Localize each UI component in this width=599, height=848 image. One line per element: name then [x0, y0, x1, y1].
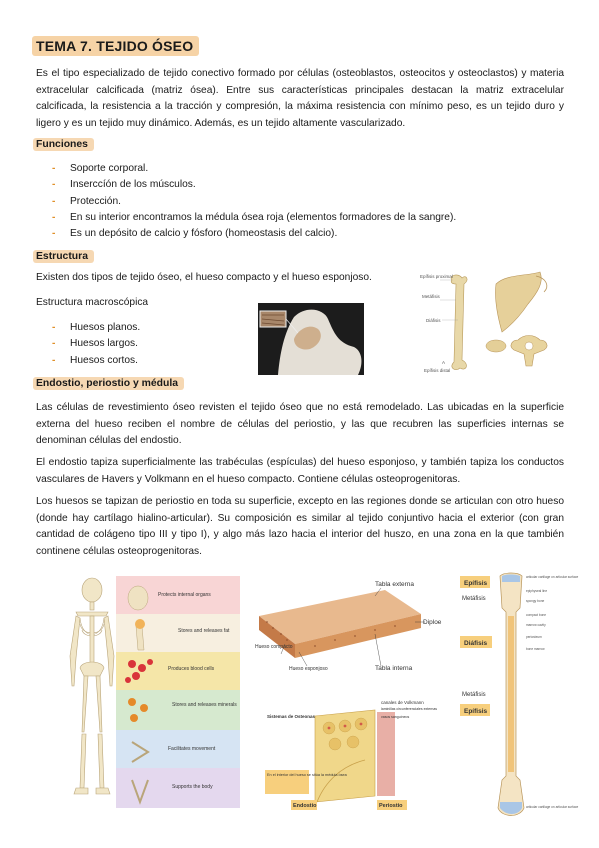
long-bone-small-label: spongy bone [526, 599, 545, 603]
osteon-label: Endostio [293, 803, 317, 809]
function-label: Stores and releases fat [178, 628, 230, 634]
long-bone-label: Metáfisis [462, 596, 486, 602]
function-label: Stores and releases minerals [172, 702, 237, 708]
long-bone-label: Epífisis [464, 708, 488, 715]
flat-bone-label: Tabla externa [375, 581, 415, 588]
osteon-label: vasos sanguíneos [381, 715, 410, 719]
long-bone-small-label: marrow cavity [526, 623, 546, 627]
long-bone-small-label: epiphyseal line [526, 589, 548, 593]
osteon-label: En el interior del hueso se sitúa la médula ósea [267, 773, 347, 777]
function-label: Produces blood cells [168, 666, 215, 672]
list-item: - Huesos planos. [52, 320, 140, 336]
skeleton-functions-figure [68, 576, 240, 808]
function-label: Supports the body [172, 784, 213, 790]
bone-section-photo [258, 303, 364, 375]
list-item: - Soporte corporal. [52, 161, 456, 177]
macro-label: Estructura macroscópica [36, 297, 149, 308]
endostio-paragraph-3: Los huesos se tapizan de periostio en toda su superficie, excepto en las regiones donde se articulan con otro hueso (donde hay cartílago hialino-articular). Su composición es similar al tejido conjuntivo hacia el exterior (con gran cantidad de colágeno tipo III y tipo I), y algo más lazo hacia el interior del huszo, en una zona en la que también continene células osteoprogenitoras. [36, 496, 564, 557]
long-bone-label: Metáfisis [462, 692, 486, 698]
bone-label: A [442, 360, 446, 365]
list-item: - Es un depósito de calcio y fósforo (homeostasis del calcio). [52, 226, 456, 242]
endostio-paragraph-1: Las células de revestimiento óseo revisten el tejido óseo que no está remodelado. Las ubicadas en la superficie externa del hueso reciben el nombre de células del periostio, y las que recubren las superficies internas se denominan células del endostio. [36, 402, 564, 447]
list-item: - Huesos cortos. [52, 353, 140, 369]
bone-label: Diáfisis [426, 318, 441, 323]
osteon-label: Periostio [379, 803, 403, 809]
section-heading-funciones: Funciones [33, 138, 94, 151]
list-item: - Huesos largos. [52, 336, 140, 352]
osteon-diagram [265, 696, 438, 812]
page-title: TEMA 7. TEJIDO ÓSEO [32, 36, 199, 56]
estructura-list [52, 320, 140, 369]
long-bone-small-label: bone marrow [526, 647, 545, 651]
flat-bone-label: Hueso compacto [255, 644, 293, 650]
list-item: - Protección. [52, 194, 456, 210]
estructura-text: Existen dos tipos de tejido óseo, el hueso compacto y el hueso esponjoso. [36, 272, 372, 283]
section-heading-estructura: Estructura [33, 250, 94, 263]
bone-label: Metáfisis [422, 294, 440, 299]
long-bone-small-label: periosteum [526, 635, 542, 639]
bone-types-illustration [418, 270, 568, 374]
section-heading-endostio: Endostio, periostio y médula [33, 377, 184, 390]
function-label: Facilitates movement [168, 746, 216, 752]
flat-bone-label: Hueso esponjoso [289, 666, 328, 672]
flat-bone-label: Diploe [423, 619, 442, 626]
long-bone-small-label: articular cartilage on articular surface [526, 805, 579, 809]
function-label: Protects internal organs [158, 592, 211, 598]
osteon-label: laminillas circunferenciales externas [381, 707, 438, 711]
bone-label: Epífisis distal [424, 368, 451, 373]
osteon-label: Sistemas de Osteonas [267, 714, 316, 719]
flat-bone-label: Tabla interna [375, 665, 413, 672]
bone-label: Epífisis proximal [420, 274, 453, 279]
funciones-list [52, 161, 456, 242]
osteon-label: canales de Volkmann [381, 700, 424, 705]
long-bone-small-label: articular cartilage on articular surface [526, 575, 579, 579]
long-bone-label: Diáfisis [464, 640, 488, 647]
long-bone-label: Epífisis [464, 580, 488, 587]
long-bone-diagram [458, 572, 579, 822]
long-bone-small-label: compact bone [526, 613, 547, 617]
list-item: - En su interior encontramos la médula ósea roja (elementos formadores de la sangre). [52, 210, 456, 226]
intro-paragraph: Es el tipo especializado de tejido conectivo formado por células (osteoblastos, osteocitos y osteoclastos) y materia extracelular calcificada (matriz ósea). Entre sus características principales destacan la matriz extracelular calcificada, la resistencia a la tracción y compresión, la máxima resistencia con mínimo peso, es un tejido duro y ligero y es un tejido muy dinámico. Además, es un tejido altamente vascularizado. [36, 68, 564, 129]
list-item: - Inserccíón de los músculos. [52, 177, 456, 193]
flat-bone-diagram [255, 578, 445, 678]
endostio-paragraph-2: El endostio tapiza superficialmente las trabéculas (espículas) del hueso esponjoso, y también tapiza los conductos vasculares de Havers y Volkmann en el hueso compacto. Contiene células osteoprogenitoras. [36, 457, 564, 485]
